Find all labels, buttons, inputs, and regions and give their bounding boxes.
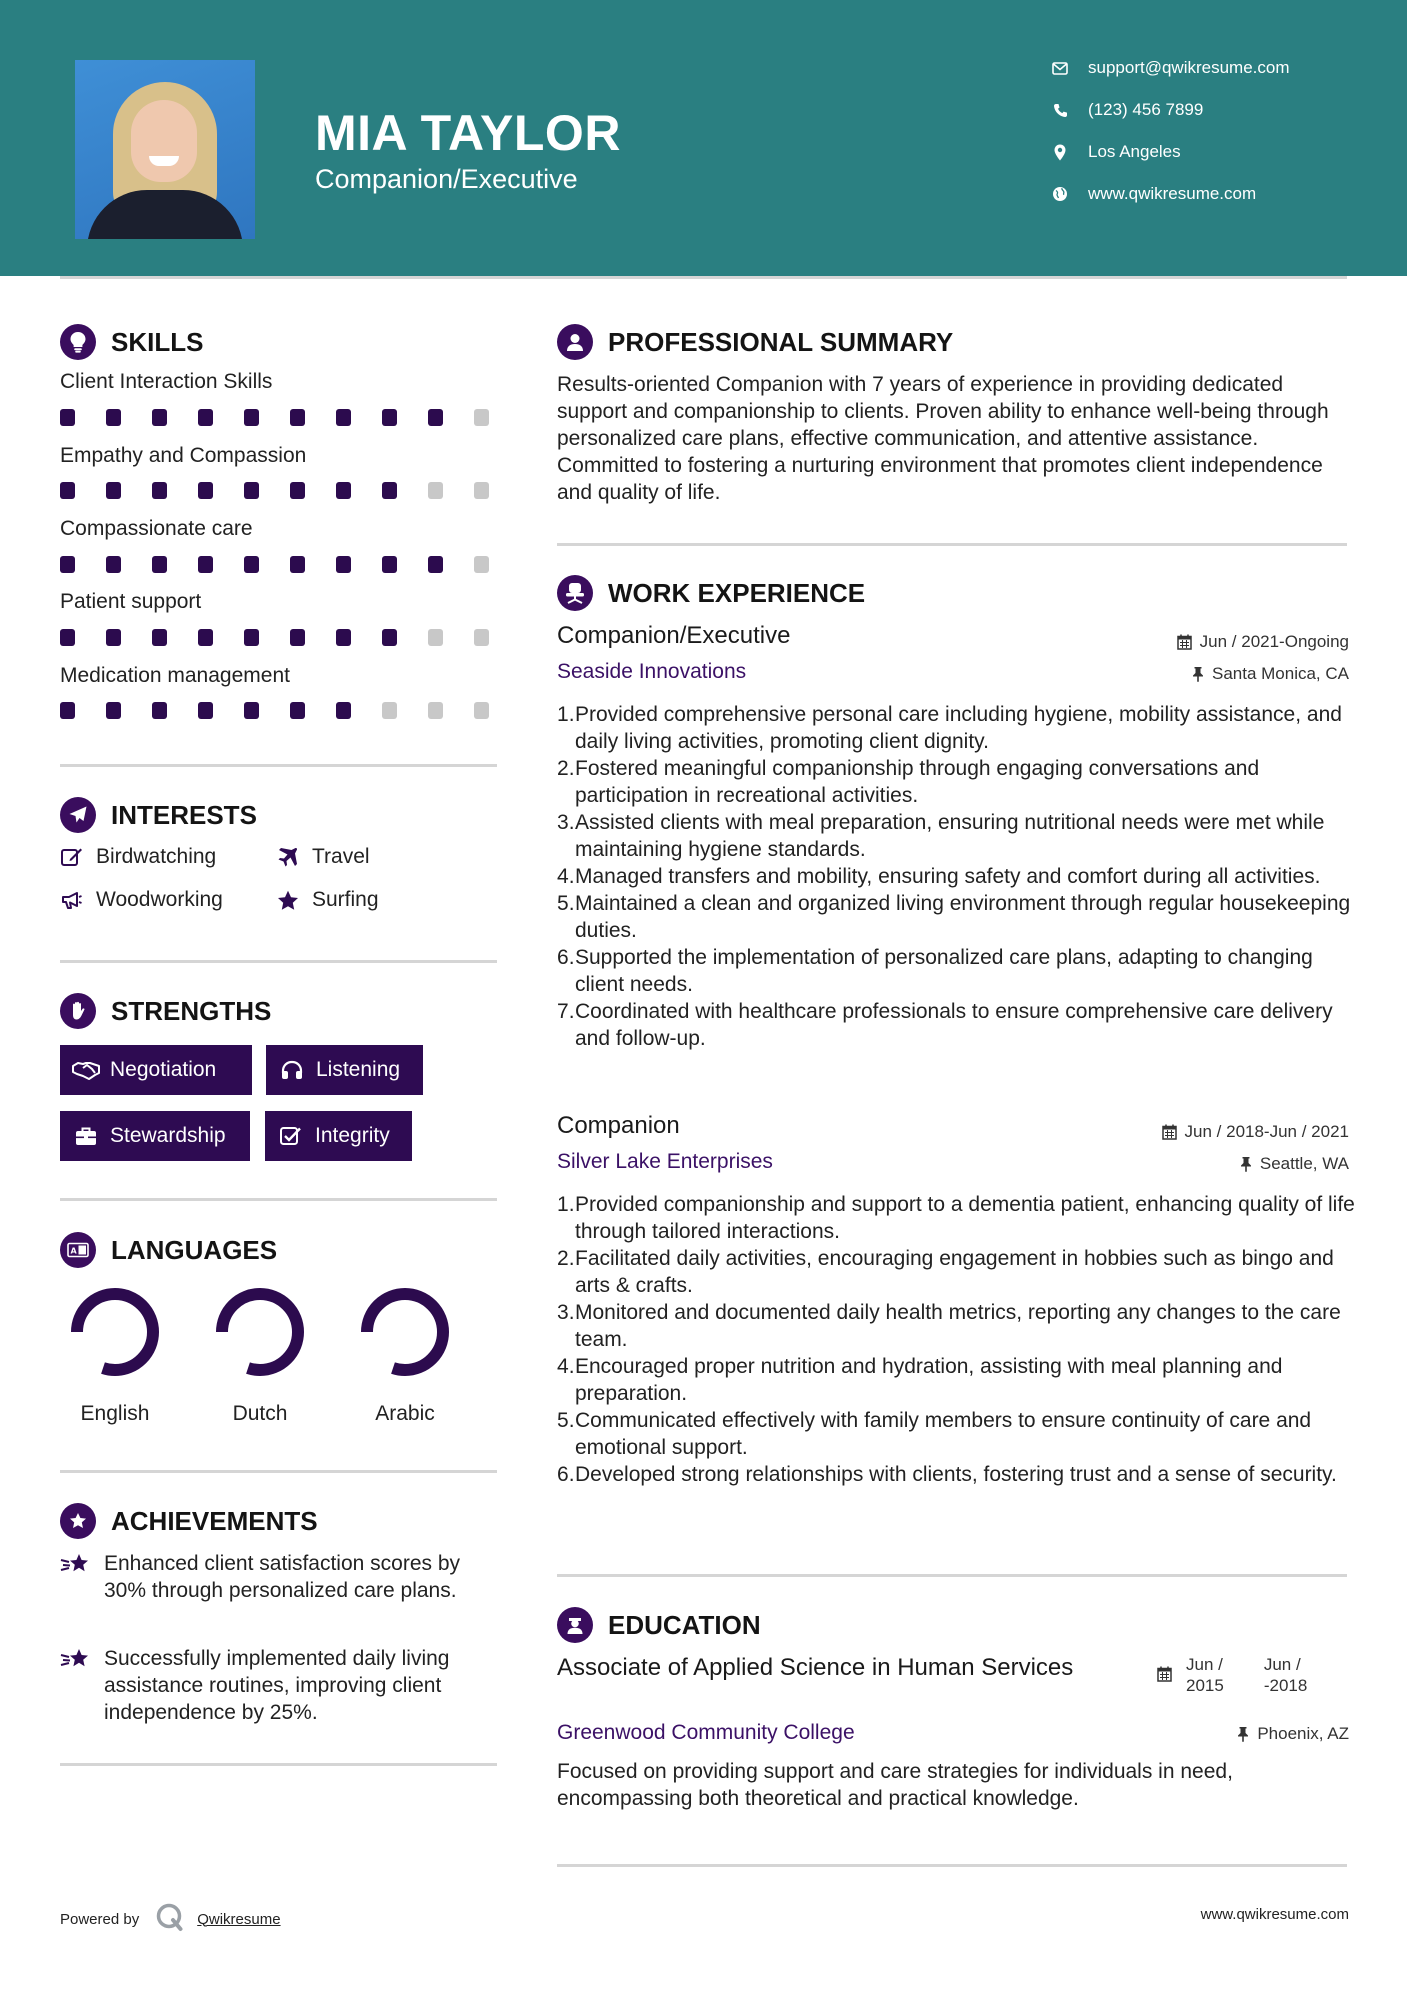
list-item: Developed strong relationships with clients, fostering trust and a sense of security.: [575, 1463, 1337, 1486]
calendar-icon: [1162, 1124, 1177, 1140]
rating-dot-filled: [290, 629, 305, 646]
section-divider: [60, 764, 497, 767]
pushpin-icon: [1237, 1726, 1249, 1742]
list-item: Managed transfers and mobility, ensuring safety and comfort during all activities.: [575, 865, 1321, 888]
rating-dot-filled: [152, 409, 167, 426]
list-item: Communicated effectively with family members to ensure continuity of care and emotional support.: [575, 1409, 1312, 1459]
plane-icon: [276, 846, 300, 868]
section-divider: [60, 960, 497, 963]
rating-dot-filled: [198, 629, 213, 646]
language-proficiency-ring: [212, 1284, 308, 1380]
lightbulb-icon: [60, 324, 96, 360]
achievements-heading: ACHIEVEMENTS: [60, 1503, 318, 1539]
rating-dot-filled: [106, 556, 121, 573]
interest-item: Travel: [276, 845, 370, 869]
rating-dot-empty: [474, 556, 489, 573]
company-name: Seaside Innovations: [557, 660, 747, 683]
education-heading: EDUCATION: [557, 1607, 761, 1643]
rating-dot-filled: [244, 629, 259, 646]
strengths-heading: STRENGTHS: [60, 993, 271, 1029]
handshake-icon: [72, 1059, 100, 1081]
phone-icon: [1050, 100, 1070, 120]
edit-icon: [60, 846, 84, 868]
rating-dot-filled: [382, 556, 397, 573]
rating-dot-filled: [198, 482, 213, 499]
language-item: Dutch: [205, 1284, 315, 1426]
list-item: Assisted clients with meal preparation, ensuring nutritional needs were met while maintaining hygiene standards.: [575, 811, 1325, 861]
rating-dot-filled: [290, 409, 305, 426]
rating-dot-empty: [382, 702, 397, 719]
rating-dot-empty: [474, 482, 489, 499]
achievement-item: Successfully implemented daily living assistance routines, improving client independence by 25%.: [60, 1645, 500, 1726]
skill-rating: [60, 556, 520, 573]
profile-photo: [75, 60, 255, 239]
interests-heading: INTERESTS: [60, 797, 257, 833]
job-duties-list: [557, 701, 1357, 1052]
education-location: Phoenix, AZ: [1237, 1724, 1349, 1744]
interest-item: Surfing: [276, 888, 379, 912]
list-item: Maintained a clean and organized living environment through regular housekeeping duties.: [575, 892, 1351, 942]
contact-location: Los Angeles: [1050, 142, 1181, 162]
rating-dot-filled: [106, 482, 121, 499]
section-divider: [60, 1198, 497, 1201]
rating-dot-filled: [198, 702, 213, 719]
rating-dot-filled: [60, 409, 75, 426]
rating-dot-empty: [428, 629, 443, 646]
rating-dot-filled: [290, 482, 305, 499]
rating-dot-filled: [152, 482, 167, 499]
office-chair-icon: [557, 575, 593, 611]
hand-icon: [60, 993, 96, 1029]
calendar-icon: [1157, 1666, 1172, 1687]
section-divider: [557, 1574, 1347, 1577]
language-proficiency-ring: [357, 1284, 453, 1380]
interest-item: Birdwatching: [60, 845, 216, 869]
resume-header: [0, 0, 1407, 276]
language-icon: [60, 1232, 96, 1268]
section-divider: [60, 1763, 497, 1766]
rating-dot-filled: [290, 702, 305, 719]
shooting-star-icon: [60, 1550, 92, 1604]
skill-name: Empathy and Compassion: [60, 444, 307, 467]
language-item: English: [60, 1284, 170, 1426]
candidate-name: MIA TAYLOR: [315, 105, 621, 161]
rating-dot-filled: [336, 702, 351, 719]
language-proficiency-ring: [67, 1284, 163, 1380]
rating-dot-filled: [60, 556, 75, 573]
qwikresume-link[interactable]: Qwikresume: [197, 1910, 281, 1928]
rating-dot-filled: [106, 629, 121, 646]
languages-heading: A LANGUAGES: [60, 1232, 277, 1268]
award-star-icon: [60, 1503, 96, 1539]
skill-name: Medication management: [60, 664, 290, 687]
rating-dot-filled: [382, 482, 397, 499]
education-description: Focused on providing support and care strategies for individuals in need, encompassing both theoretical and practical knowledge.: [557, 1760, 1233, 1810]
rating-dot-filled: [428, 556, 443, 573]
rating-dot-filled: [198, 556, 213, 573]
job-dates: Jun / 2018-Jun / 2021: [1162, 1122, 1349, 1142]
paper-plane-icon: [60, 797, 96, 833]
strength-badge: Stewardship: [60, 1111, 250, 1161]
list-item: Encouraged proper nutrition and hydration, assisting with meal planning and preparation.: [575, 1355, 1283, 1405]
footer-powered-by: Powered by Qwikresume: [60, 1902, 281, 1936]
skills-heading: SKILLS: [60, 324, 203, 360]
experience-heading: WORK EXPERIENCE: [557, 575, 865, 611]
pushpin-icon: [1240, 1156, 1252, 1172]
education-dates: Jun / 2015 Jun / -2018: [1157, 1654, 1307, 1696]
rating-dot-filled: [106, 702, 121, 719]
language-item: Arabic: [350, 1284, 460, 1426]
rating-dot-empty: [428, 482, 443, 499]
school-name: Greenwood Community College: [557, 1721, 855, 1744]
section-divider: [557, 1864, 1347, 1867]
bullhorn-icon: [60, 889, 84, 911]
rating-dot-filled: [106, 409, 121, 426]
rating-dot-filled: [244, 482, 259, 499]
skill-rating: [60, 629, 520, 646]
rating-dot-filled: [244, 409, 259, 426]
job-title: Companion/Executive: [557, 622, 791, 649]
rating-dot-filled: [152, 556, 167, 573]
contact-website[interactable]: www.qwikresume.com: [1050, 184, 1256, 204]
qwikresume-logo-icon: [155, 1902, 185, 1936]
achievement-item: Enhanced client satisfaction scores by 30% through personalized care plans.: [60, 1550, 500, 1604]
checkbox-icon: [277, 1125, 305, 1147]
list-item: Provided comprehensive personal care including hygiene, mobility assistance, and daily living activities, promoting client dignity.: [575, 703, 1342, 753]
rating-dot-filled: [382, 629, 397, 646]
header-divider: [60, 276, 1347, 279]
rating-dot-filled: [336, 409, 351, 426]
list-item: Monitored and documented daily health metrics, reporting any changes to the care team.: [575, 1301, 1341, 1351]
job-location: Seattle, WA: [1240, 1154, 1349, 1174]
summary-text: Results-oriented Companion with 7 years of experience in providing dedicated support and companionship to clients. Proven ability to enhance well-being through personalized care plans, effective communication, and attentive assistance. Committed to fostering a nurturing environment that promotes client independence and quality of life.: [557, 373, 1329, 504]
skill-rating: [60, 409, 520, 426]
rating-dot-filled: [336, 629, 351, 646]
skill-rating: [60, 482, 520, 499]
user-icon: [557, 324, 593, 360]
headphones-icon: [278, 1059, 306, 1081]
footer-website-link[interactable]: www.qwikresume.com: [1200, 1906, 1349, 1923]
pushpin-icon: [1192, 666, 1204, 682]
calendar-icon: [1177, 634, 1192, 650]
proficiency-arc: [367, 1294, 443, 1370]
job-title: Companion: [557, 1112, 680, 1139]
rating-dot-filled: [382, 409, 397, 426]
job-duties-list: [557, 1191, 1357, 1488]
rating-dot-filled: [290, 556, 305, 573]
company-name: Silver Lake Enterprises: [557, 1150, 773, 1173]
rating-dot-filled: [428, 409, 443, 426]
proficiency-arc: [222, 1294, 298, 1370]
rating-dot-filled: [60, 702, 75, 719]
briefcase-icon: [72, 1125, 100, 1147]
list-item: Supported the implementation of personalized care plans, adapting to changing client needs.: [575, 946, 1313, 996]
graduate-icon: [557, 1607, 593, 1643]
envelope-icon: [1050, 58, 1070, 78]
rating-dot-filled: [152, 629, 167, 646]
list-item: Provided companionship and support to a dementia patient, enhancing quality of life through tailored interactions.: [575, 1193, 1355, 1243]
section-divider: [557, 543, 1347, 546]
section-divider: [60, 1470, 497, 1473]
map-marker-icon: [1050, 142, 1070, 162]
job-location: Santa Monica, CA: [1192, 664, 1349, 684]
rating-dot-empty: [474, 409, 489, 426]
strength-badge: Listening: [266, 1045, 423, 1095]
star-icon: [276, 889, 300, 911]
rating-dot-filled: [244, 556, 259, 573]
contact-phone[interactable]: (123) 456 7899: [1050, 100, 1203, 120]
skill-rating: [60, 702, 520, 719]
summary-heading: PROFESSIONAL SUMMARY: [557, 324, 953, 360]
rating-dot-filled: [336, 556, 351, 573]
rating-dot-empty: [474, 629, 489, 646]
shooting-star-icon: [60, 1645, 92, 1726]
skill-name: Patient support: [60, 590, 202, 613]
rating-dot-empty: [428, 702, 443, 719]
rating-dot-filled: [60, 629, 75, 646]
list-item: Fostered meaningful companionship through engaging conversations and participation in recreational activities.: [575, 757, 1260, 807]
strength-badge: Negotiation: [60, 1045, 252, 1095]
rating-dot-filled: [152, 702, 167, 719]
list-item: Coordinated with healthcare professionals to ensure comprehensive care delivery and follow-up.: [575, 1000, 1333, 1050]
job-dates: Jun / 2021-Ongoing: [1177, 632, 1349, 652]
globe-icon: [1050, 184, 1070, 204]
rating-dot-filled: [60, 482, 75, 499]
rating-dot-filled: [198, 409, 213, 426]
rating-dot-filled: [336, 482, 351, 499]
skill-name: Client Interaction Skills: [60, 370, 273, 393]
list-item: Facilitated daily activities, encouraging engagement in hobbies such as bingo and arts & crafts.: [575, 1247, 1334, 1297]
contact-email[interactable]: support@qwikresume.com: [1050, 58, 1290, 78]
strength-badge: Integrity: [265, 1111, 412, 1161]
skill-name: Compassionate care: [60, 517, 253, 540]
rating-dot-empty: [474, 702, 489, 719]
degree-title: Associate of Applied Science in Human Services: [557, 1654, 1074, 1681]
candidate-title: Companion/Executive: [315, 164, 578, 194]
rating-dot-filled: [244, 702, 259, 719]
proficiency-arc: [77, 1294, 153, 1370]
interest-item: Woodworking: [60, 888, 223, 912]
svg-text:A: A: [70, 1246, 77, 1256]
